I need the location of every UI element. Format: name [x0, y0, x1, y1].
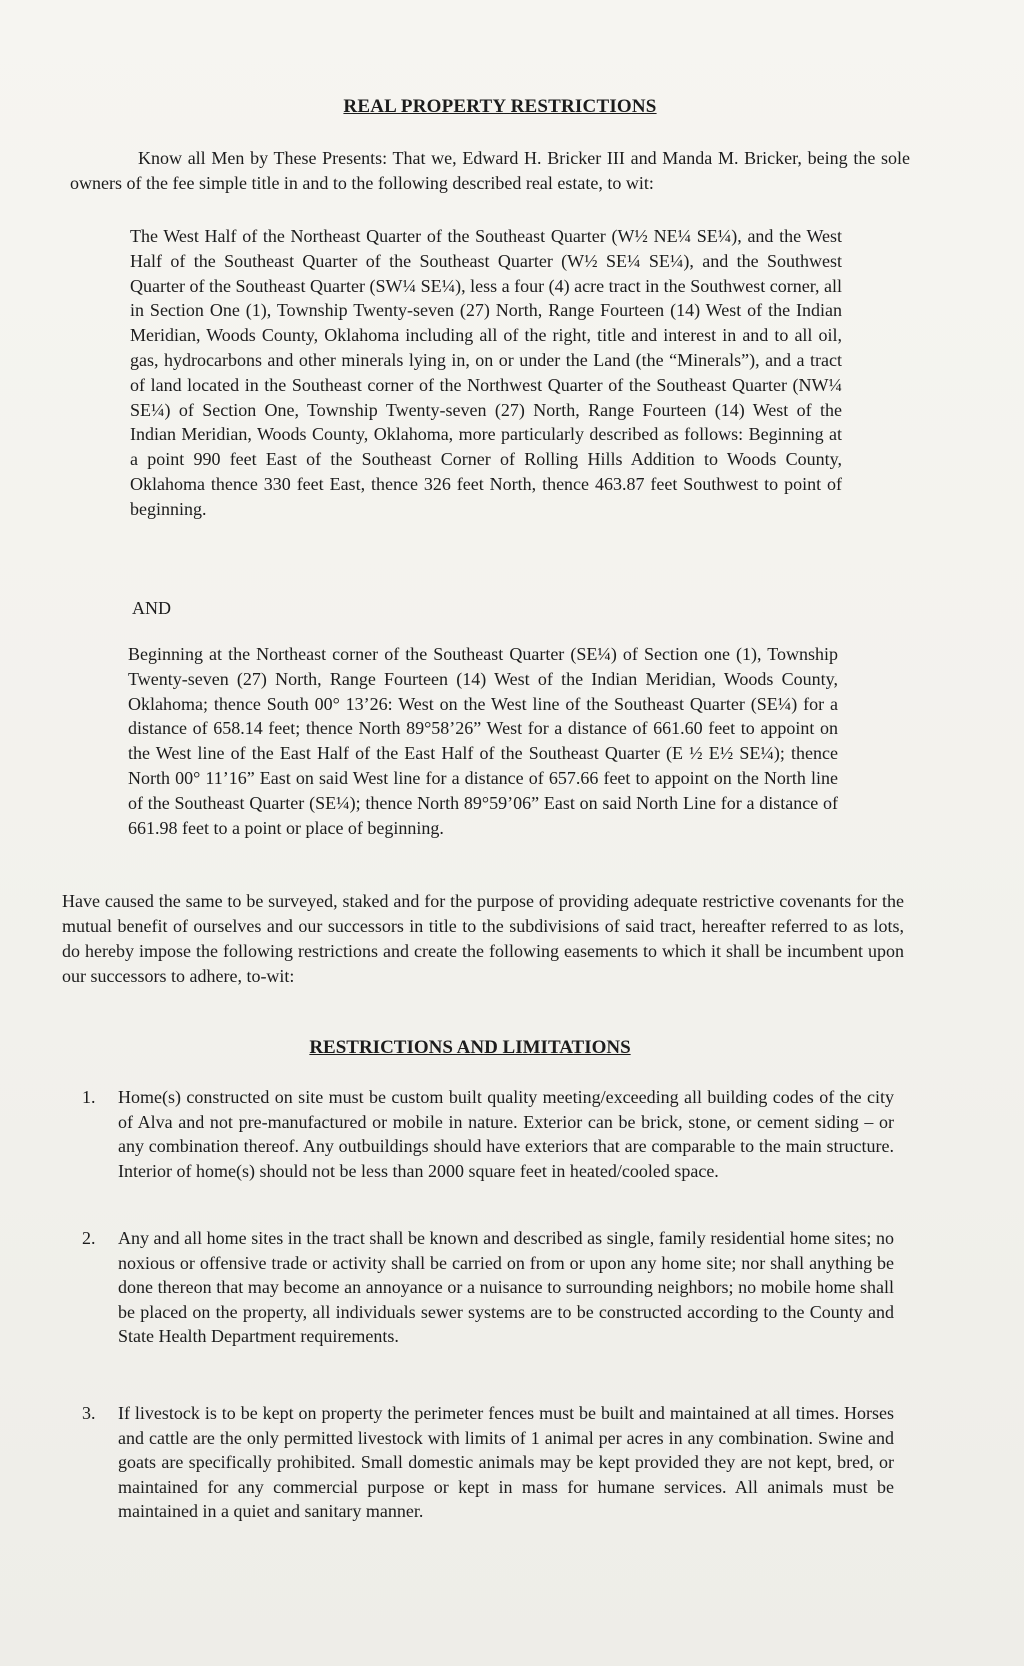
and-separator: AND — [132, 598, 171, 618]
legal-description-1: The West Half of the Northeast Quarter of the Southeast Quarter (W½ NE¼ SE¼), and the West Half of the Southeast Quarter of the Southeast Quarter (W½ SE¼ SE¼), and the Southwest Quarter of the Southeast Quarter (SW¼ SE¼), less a four (4) acre tract in the Southwest corner, all in Section One (1), Township Twenty-seven (27) North, Range Fourteen (14) West of the Indian Meridian, Woods County, Oklahoma including all of the right, title and interest in and to all oil, gas, hydrocarbons and other minerals lying in, on or under the Land (the “Minerals”), and a tract of land located in the Southeast corner of the Northwest Quarter of the Southeast Quarter (NW¼ SE¼) of Section One, Township Twenty-seven (27) North, Range Fourteen (14) West of the Indian Meridian, Woods County, Oklahoma, more particularly described as follows: Beginning at a point 990 feet East of the Southeast Corner of Rolling Hills Addition to Woods County, Oklahoma thence 330 feet East, thence 326 feet North, thence 463.87 feet Southwest to point of beginning. — [130, 226, 842, 519]
have-clause-paragraph: Have caused the same to be surveyed, staked and for the purpose of providing adequate restrictive covenants for the mutual benefit of ourselves and our successors in title to the subdivisions of said tract, hereafter referred to as lots, do hereby impose the following restrictions and create the following easements to which it shall be incumbent upon our successors to adhere, to-wit: — [62, 891, 904, 986]
restriction-text: Any and all home sites in the tract shall be known and described as single, family residential home sites; no noxious or offensive trade or activity shall be carried on from or upon any home site; nor shall anything be done thereon that may become an annoyance or a nuisance to surrounding neighbors; no mobile home shall be placed on the property, all individuals sewer systems are to be constructed according to the County and State Health Department requirements. — [118, 1228, 894, 1347]
restriction-number: 1. — [82, 1087, 96, 1107]
legal-description-2: Beginning at the Northeast corner of the Southeast Quarter (SE¼) of Section one (1), Township Twenty-seven (27) North, Range Fourteen (14) West of the Indian Meridian, Woods County, Oklahoma; thence South 00° 13’26: West on the West line of the Southeast Quarter (SE¼) for a distance of 658.14 feet; thence North 89°58’26” West for a distance of 661.60 feet to appoint on the West line of the East Half of the East Half of the Southeast Quarter (E ½ E½ SE¼); thence North 00° 11’16” East on said West line for a distance of 657.66 feet to appoint on the North line of the Southeast Quarter (SE¼); thence North 89°59’06” East on said North Line for a distance of 661.98 feet to a point or place of beginning. — [128, 644, 838, 838]
restriction-number: 3. — [82, 1403, 96, 1423]
restriction-number: 2. — [82, 1228, 96, 1248]
document-title: REAL PROPERTY RESTRICTIONS — [343, 96, 657, 117]
restriction-text: If livestock is to be kept on property the perimeter fences must be built and maintained at all times. Horses and cattle are the only permitted livestock with limits of 1 animal per acres in any combination. Swine and goats are specifically prohibited. Small domestic animals may be kept provided they are not kept, bred, or maintained for any commercial purpose or kept in mass for humane services. All animals must be maintained in a quiet and sanitary manner. — [118, 1403, 894, 1522]
restrictions-title: RESTRICTIONS AND LIMITATIONS — [309, 1037, 631, 1058]
intro-paragraph: Know all Men by These Presents: That we, Edward H. Bricker III and Manda M. Bricker, being the sole owners of the fee simple title in and to the following described real estate, to wit: — [70, 148, 910, 193]
restriction-text: Home(s) constructed on site must be custom built quality meeting/exceeding all building codes of the city of Alva and not pre-manufactured or mobile in nature. Exterior can be brick, stone, or cement siding – or any combination thereof. Any outbuildings should have exteriors that are comparable to the main structure. Interior of home(s) should not be less than 2000 square feet in heated/cooled space. — [118, 1087, 894, 1181]
